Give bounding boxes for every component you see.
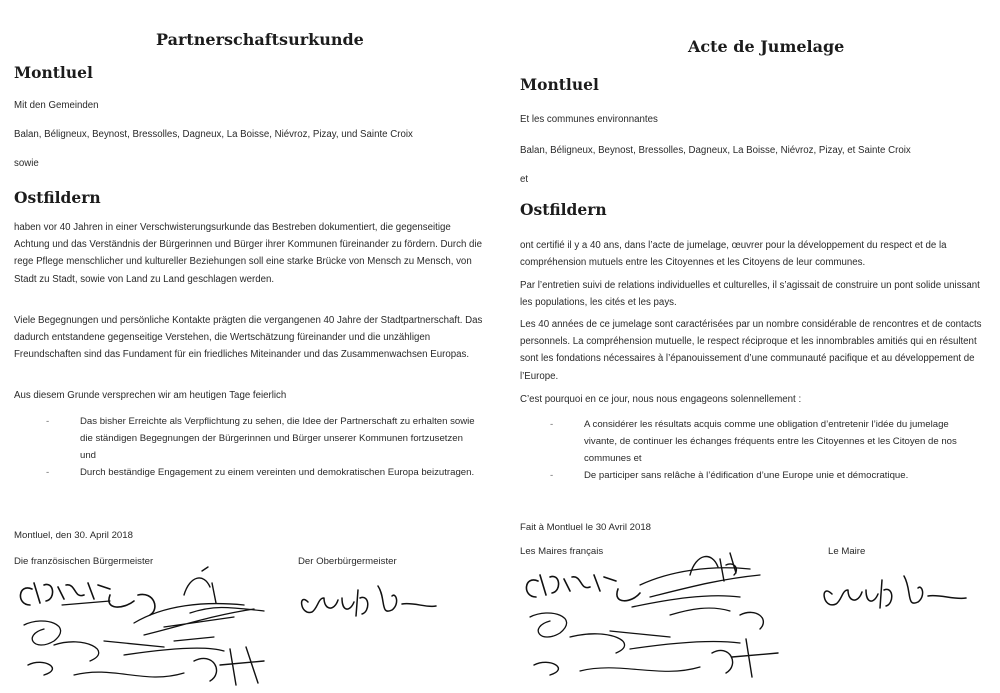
handwritten-signature-icon [520,545,800,685]
paragraph: Par l’entretien suivi de relations individuelles et culturelles, il s’agissait de construire un pont solide unissant les populations, les cités et les pays. [520,280,980,309]
city-heading-montluel: Montluel [14,63,93,82]
paragraph: ont certifié il y a 40 ans, dans l’acte de jumelage, œuvrer pour la développement du respect et de la compréhension mutuels entre les Citoyennes et les Citoyens de leur communes. [520,240,947,269]
communes-intro: Mit den Gemeinden [14,100,99,111]
list-item-text: De participer sans relâche à l’édification d’une Europe unie et démocratique. [584,470,909,481]
communes-list: Balan, Béligneux, Beynost, Bressolles, Dagneux, La Boisse, Niévroz, Pizay, et Sainte Croix [520,145,911,156]
list-item-text: A considérer les résultats acquis comme une obligation d’entretenir l’idée du jumelage vivante, de continuer les échanges fréquents entre les Citoyennes et les Citoyen de nos communes et [584,419,957,464]
conjunction: et [520,174,529,185]
paragraph: Aus diesem Grunde versprechen wir am heutigen Tage feierlich [14,390,287,401]
dash-bullet-icon: - [46,467,50,478]
paragraph: haben vor 40 Jahren in einer Verschwisterungsurkunde das Bestreben dokumentiert, die gegenseitige Achtung und das Verständnis der Bürgerinnen und Bürger ihrer Kommunen füreinander zu fördern. Durch die rege Pflege menschlicher und kultureller Beziehungen soll eine starke Brücke von Mensch zu Mensch, von Stadt zu Stadt, sowie von Land zu Land geschlagen werden. [14,222,482,285]
city-heading-montluel: Montluel [520,75,599,94]
paragraph: Les 40 années de ce jumelage sont caractérisées par un nombre considérable de rencontres et de contacts personnels. La compréhension mutuelle, le respect réciproque et les innombrables amitiés qui en résultent sont les fondations nécessaires à l’épanouissement d’une communauté pacifique et au développement de l’Europe. [520,319,982,382]
list-item [550,416,980,467]
list-item [550,467,980,484]
list-item [46,413,476,464]
communes-intro: Et les communes environnantes [520,114,658,125]
pledge-list [550,416,980,484]
list-item-text: Das bisher Erreichte als Verpflichtung zu sehen, die Idee der Partnerschaft zu erhalten sowie die ständigen Begegnungen der Bürgerinnen und Bürger unserer Kommunen fortzusetzen und [80,416,475,461]
paragraph: C’est pourquoi en ce jour, nous nous engageons solennellement : [520,394,802,405]
handwritten-signature-icon [818,562,978,626]
city-heading-ostfildern: Ostfildern [520,200,607,219]
left-signatory-label: Les Maires français [520,546,604,557]
list-item-text: Durch beständige Engagement zu einem vereinten und demokratischen Europa beizutragen. [80,467,475,478]
document-title: Partnerschaftsurkunde [156,30,364,49]
right-signatory-label: Le Maire [828,546,866,557]
date-line: Fait à Montluel le 30 Avril 2018 [520,522,652,533]
conjunction: sowie [14,158,39,169]
date-line: Montluel, den 30. April 2018 [14,530,133,541]
pledge-list [46,413,476,481]
document-title: Acte de Jumelage [688,37,845,56]
paragraph: Viele Begegnungen und persönliche Kontakte prägten die vergangenen 40 Jahre der Stadtpartnerschaft. Das dadurch entstandene gegenseitige Verstehen, die Wertschätzung füreinander und die unzähligen Freundschaften sind das Fundament für ein friedliches Miteinander und das Zusammenwachsen Europas. [14,315,483,361]
left-signatory-label: Die französischen Bürgermeister [14,556,154,567]
right-signatory-label: Der Oberbürgermeister [298,556,397,567]
dash-bullet-icon: - [550,419,554,430]
city-heading-ostfildern: Ostfildern [14,188,101,207]
handwritten-signature-icon [296,572,446,632]
handwritten-signature-icon [14,565,294,690]
communes-list: Balan, Béligneux, Beynost, Bressolles, Dagneux, La Boisse, Niévroz, Pizay, und Sainte Croix [14,129,413,140]
list-item [46,464,476,481]
dash-bullet-icon: - [550,470,554,481]
dash-bullet-icon: - [46,416,50,427]
